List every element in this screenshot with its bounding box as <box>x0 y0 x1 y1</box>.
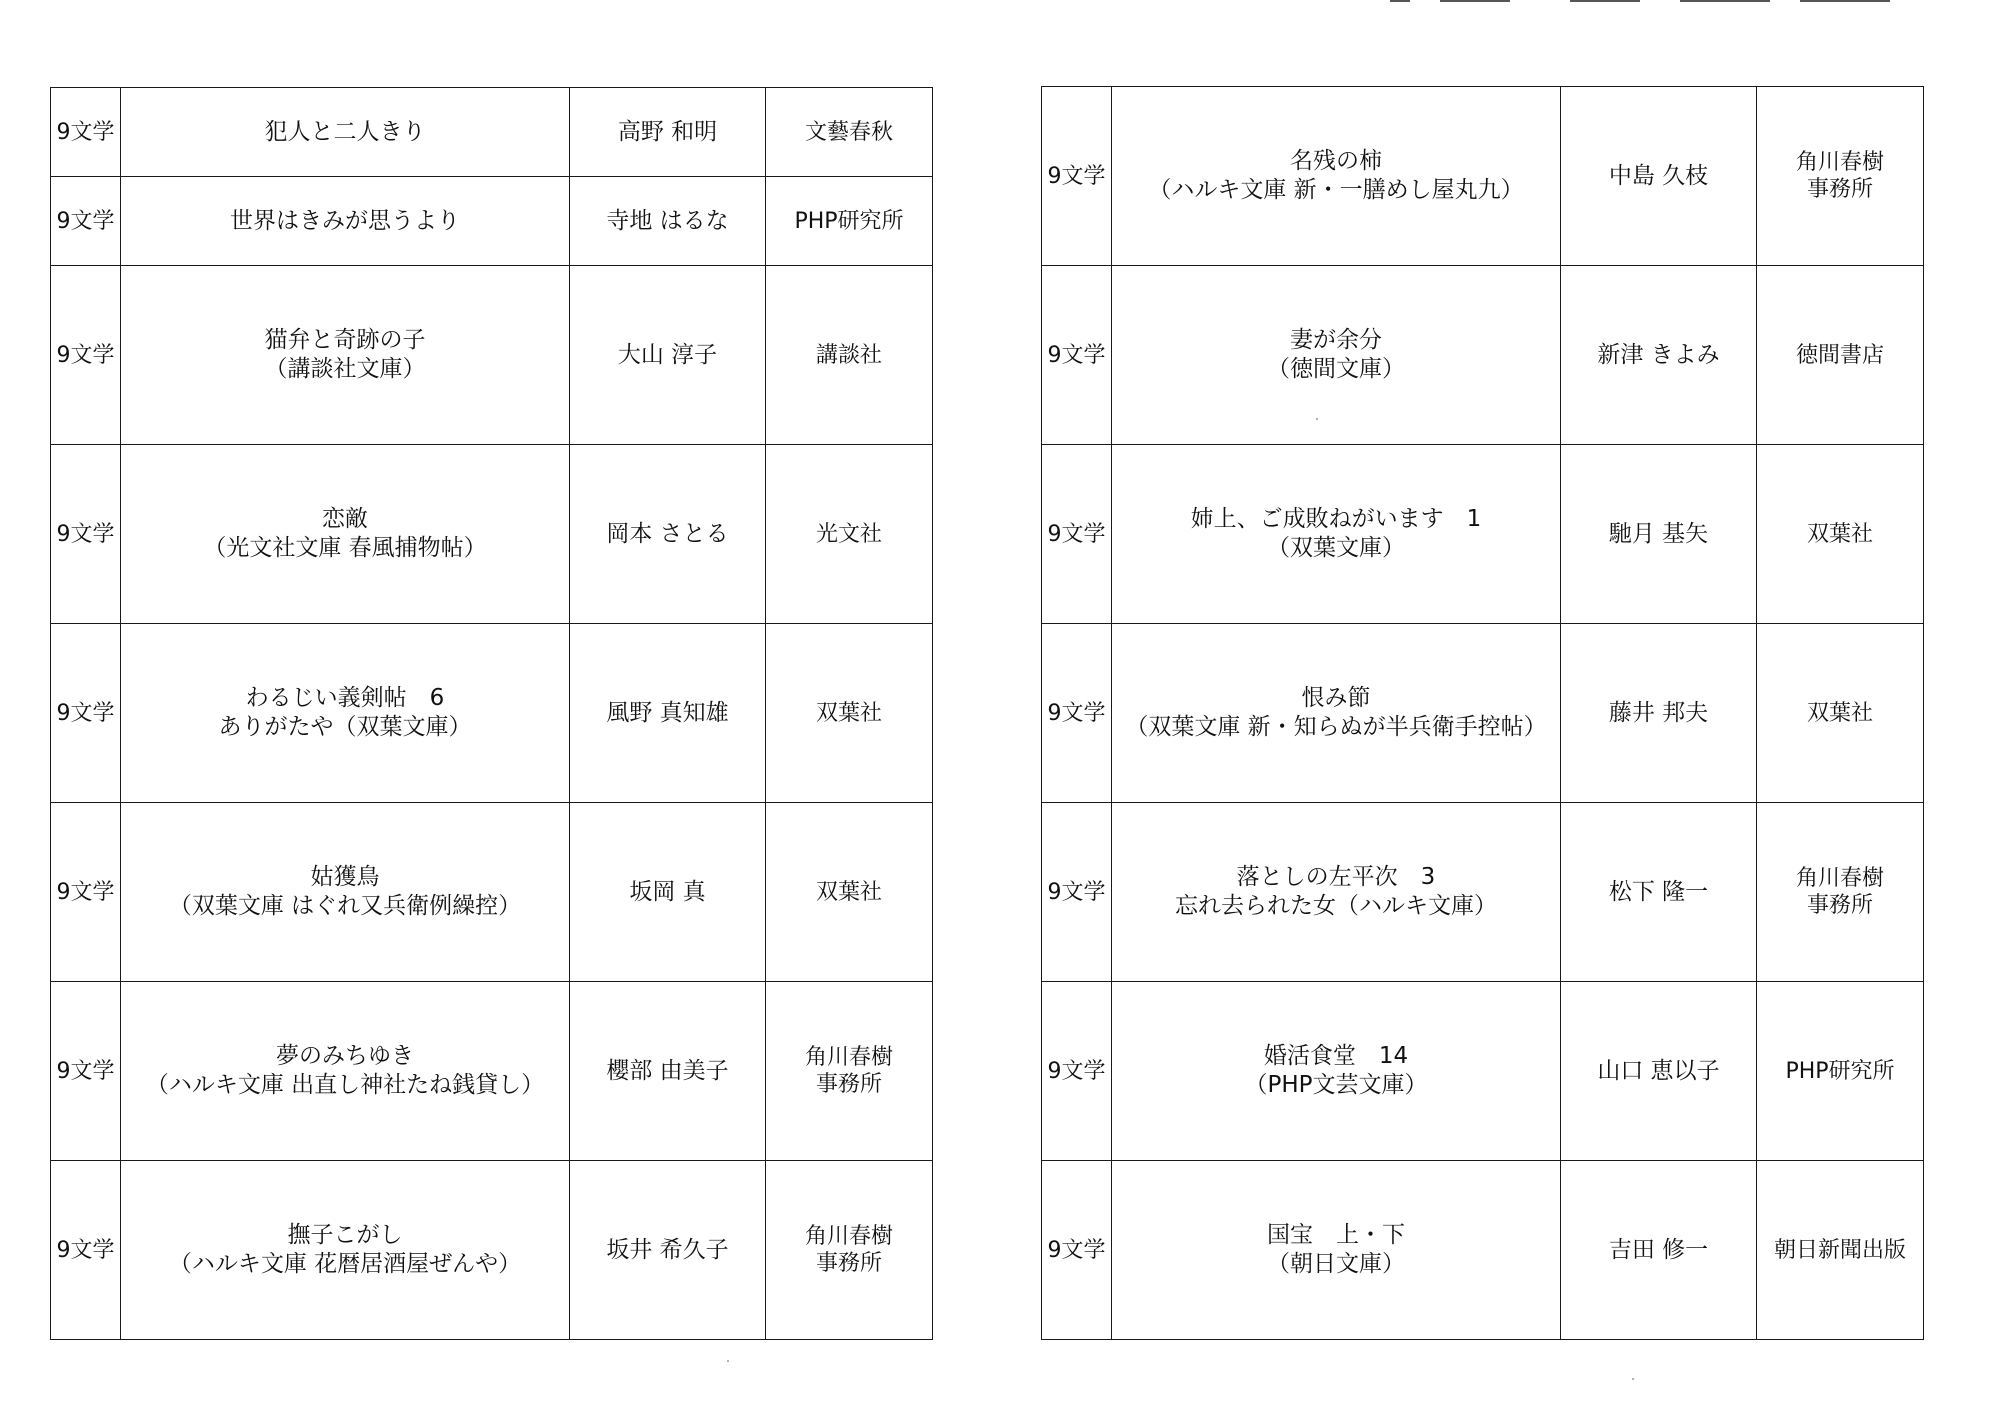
table-row <box>1042 266 1924 445</box>
table-row <box>51 177 933 266</box>
category-cell: 9文学 <box>1042 624 1112 803</box>
scan-speck <box>727 1360 729 1362</box>
category-cell: 9文学 <box>51 982 121 1161</box>
table-row <box>51 88 933 177</box>
table-row <box>1042 87 1924 266</box>
table-row <box>51 1161 933 1340</box>
title-cell: 姉上、ご成敗ねがいます 1 （双葉文庫） <box>1112 445 1561 624</box>
author-cell: 坂井 希久子 <box>570 1161 766 1340</box>
category-cell: 9文学 <box>1042 803 1112 982</box>
right-book-table <box>1041 86 1924 1340</box>
publisher-cell: PHP研究所 <box>766 177 933 266</box>
title-cell: 妻が余分 （徳間文庫） <box>1112 266 1561 445</box>
author-cell: 新津 きよみ <box>1561 266 1757 445</box>
title-cell: 猫弁と奇跡の子 （講談社文庫） <box>121 266 570 445</box>
publisher-cell: 朝日新聞出版 <box>1757 1161 1924 1340</box>
table-row <box>51 266 933 445</box>
table-row <box>51 624 933 803</box>
category-cell: 9文学 <box>51 177 121 266</box>
author-cell: 坂岡 真 <box>570 803 766 982</box>
category-cell: 9文学 <box>51 624 121 803</box>
title-cell: 世界はきみが思うより <box>121 177 570 266</box>
category-cell: 9文学 <box>51 445 121 624</box>
publisher-cell: 角川春樹 事務所 <box>1757 87 1924 266</box>
author-cell: 松下 隆一 <box>1561 803 1757 982</box>
author-cell: 大山 淳子 <box>570 266 766 445</box>
author-cell: 馳月 基矢 <box>1561 445 1757 624</box>
publisher-cell: PHP研究所 <box>1757 982 1924 1161</box>
publisher-cell: 講談社 <box>766 266 933 445</box>
title-cell: 恋敵 （光文社文庫 春風捕物帖） <box>121 445 570 624</box>
author-cell: 中島 久枝 <box>1561 87 1757 266</box>
publisher-cell: 双葉社 <box>766 803 933 982</box>
title-cell: わるじい義剣帖 6 ありがたや（双葉文庫） <box>121 624 570 803</box>
author-cell: 吉田 修一 <box>1561 1161 1757 1340</box>
title-cell: 名残の柿 （ハルキ文庫 新・一膳めし屋丸九） <box>1112 87 1561 266</box>
table-row <box>1042 1161 1924 1340</box>
publisher-cell: 角川春樹 事務所 <box>766 982 933 1161</box>
author-cell: 風野 真知雄 <box>570 624 766 803</box>
publisher-cell: 双葉社 <box>1757 624 1924 803</box>
table-row <box>51 803 933 982</box>
category-cell: 9文学 <box>1042 266 1112 445</box>
left-book-table <box>50 87 933 1340</box>
scan-speck <box>1632 1378 1634 1380</box>
title-cell: 国宝 上・下 （朝日文庫） <box>1112 1161 1561 1340</box>
author-cell: 藤井 邦夫 <box>1561 624 1757 803</box>
publisher-cell: 徳間書店 <box>1757 266 1924 445</box>
publisher-cell: 双葉社 <box>1757 445 1924 624</box>
publisher-cell: 光文社 <box>766 445 933 624</box>
author-cell: 櫻部 由美子 <box>570 982 766 1161</box>
author-cell: 高野 和明 <box>570 88 766 177</box>
table-row <box>51 982 933 1161</box>
publisher-cell: 文藝春秋 <box>766 88 933 177</box>
title-cell: 恨み節 （双葉文庫 新・知らぬが半兵衛手控帖） <box>1112 624 1561 803</box>
author-cell: 山口 恵以子 <box>1561 982 1757 1161</box>
author-cell: 寺地 はるな <box>570 177 766 266</box>
title-cell: 犯人と二人きり <box>121 88 570 177</box>
publisher-cell: 角川春樹 事務所 <box>1757 803 1924 982</box>
category-cell: 9文学 <box>1042 1161 1112 1340</box>
category-cell: 9文学 <box>1042 982 1112 1161</box>
title-cell: 婚活食堂 14 （PHP文芸文庫） <box>1112 982 1561 1161</box>
page-top-scan-marks <box>1380 0 1900 4</box>
category-cell: 9文学 <box>51 803 121 982</box>
category-cell: 9文学 <box>1042 87 1112 266</box>
table-row <box>1042 445 1924 624</box>
author-cell: 岡本 さとる <box>570 445 766 624</box>
category-cell: 9文学 <box>51 266 121 445</box>
title-cell: 夢のみちゆき （ハルキ文庫 出直し神社たね銭貸し） <box>121 982 570 1161</box>
table-row <box>1042 982 1924 1161</box>
category-cell: 9文学 <box>1042 445 1112 624</box>
category-cell: 9文学 <box>51 1161 121 1340</box>
table-row <box>51 445 933 624</box>
title-cell: 撫子こがし （ハルキ文庫 花暦居酒屋ぜんや） <box>121 1161 570 1340</box>
publisher-cell: 角川春樹 事務所 <box>766 1161 933 1340</box>
table-row <box>1042 803 1924 982</box>
title-cell: 落としの左平次 3 忘れ去られた女（ハルキ文庫） <box>1112 803 1561 982</box>
scan-speck <box>1316 418 1318 420</box>
title-cell: 姑獲鳥 （双葉文庫 はぐれ又兵衛例繰控） <box>121 803 570 982</box>
publisher-cell: 双葉社 <box>766 624 933 803</box>
table-row <box>1042 624 1924 803</box>
category-cell: 9文学 <box>51 88 121 177</box>
